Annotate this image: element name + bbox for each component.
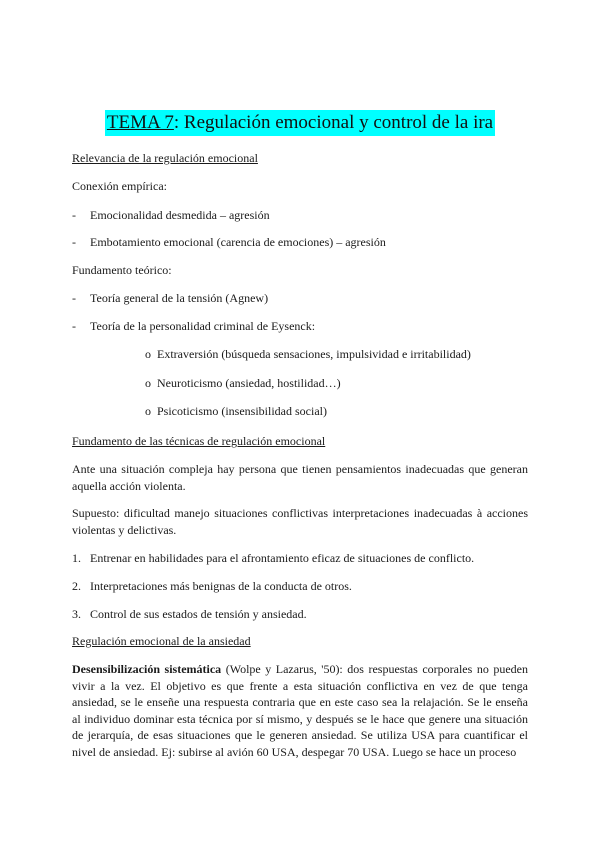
- dash-bullet: -: [72, 319, 76, 333]
- sub-list-item: Extraversión (búsqueda sensaciones, impulsividad e irritabilidad): [157, 347, 471, 361]
- list-number: 2.: [72, 579, 81, 593]
- list-number: 3.: [72, 607, 81, 621]
- circle-bullet: o: [145, 347, 151, 361]
- heading-relevancia: Relevancia de la regulación emocional: [72, 151, 258, 165]
- list-item: Embotamiento emocional (carencia de emociones) – agresión: [90, 235, 386, 249]
- title-wrapper: [0, 110, 600, 136]
- dash-bullet: -: [72, 208, 76, 222]
- heading-fundamento-tecnicas: Fundamento de las técnicas de regulación emocional: [72, 434, 326, 448]
- circle-bullet: o: [145, 404, 151, 418]
- paragraph-body: (Wolpe y Lazarus, '50): dos respuestas corporales no pueden vivir a la vez. El objetivo es que frente a esta situación conflictiva en vez de que tenga ansiedad, se le enseñe una respuesta contraria que en este caso sea la relajación. Se le enseña al individuo dominar esta técnica por sí mismo, y después se le hace que genere una situación de jerarquía, de esas situaciones que le generen ansiedad. Se utiliza USA para cuantificar el nivel de ansiedad. Ej: subirse al avión 60 USA, despegar 70 USA. Luego se hace un proceso: [72, 662, 529, 759]
- numbered-item: Interpretaciones más benignas de la conducta de otros.: [90, 579, 352, 593]
- title-prefix: TEMA 7: [106, 112, 174, 133]
- page-title: [105, 110, 495, 136]
- list-number: 1.: [72, 551, 81, 565]
- sub-list-item: Neuroticismo (ansiedad, hostilidad…): [157, 376, 341, 390]
- label-conexion: Conexión empírica:: [72, 179, 167, 193]
- list-item: Teoría general de la tensión (Agnew): [90, 291, 269, 305]
- circle-bullet: o: [145, 376, 151, 390]
- list-item: Emocionalidad desmedida – agresión: [90, 208, 270, 222]
- bold-term: Desensibilización sistemática: [72, 662, 222, 676]
- list-item: Teoría de la personalidad criminal de Eysenck:: [90, 319, 316, 333]
- sub-list-item: Psicoticismo (insensibilidad social): [157, 404, 327, 418]
- title-rest: : Regulación emocional y control de la ira: [173, 112, 494, 133]
- dash-bullet: -: [72, 235, 76, 249]
- numbered-item: Control de sus estados de tensión y ansiedad.: [90, 607, 307, 621]
- numbered-item: Entrenar en habilidades para el afrontamiento eficaz de situaciones de conflicto.: [90, 551, 475, 565]
- paragraph-desensibilizacion: [72, 661, 528, 760]
- paragraph: Ante una situación compleja hay persona que tienen pensamientos inadecuadas que generan aquella acción violenta.: [72, 462, 528, 493]
- heading-ansiedad: Regulación emocional de la ansiedad: [72, 634, 251, 648]
- dash-bullet: -: [72, 291, 76, 305]
- label-fundamento: Fundamento teórico:: [72, 263, 172, 277]
- paragraph: Supuesto: dificultad manejo situaciones conflictivas interpretaciones inadecuadas à acciones violentas y delictivas.: [72, 506, 528, 537]
